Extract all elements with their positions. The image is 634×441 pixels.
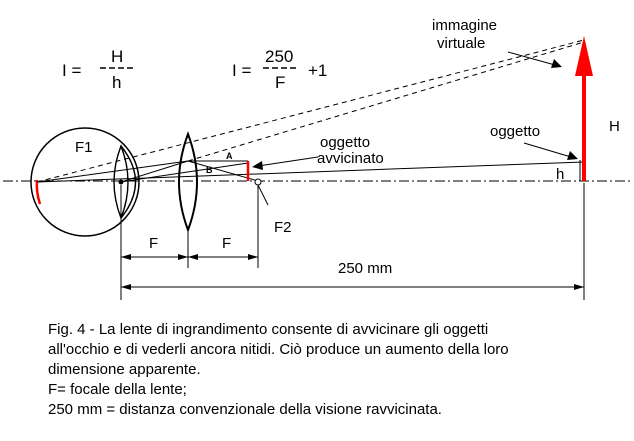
dim-arrow	[121, 284, 131, 290]
magnifier-lens	[179, 134, 197, 230]
ray-to-object-far	[37, 162, 584, 182]
near-object-pointer	[258, 157, 318, 166]
label-distance-250mm: 250 mm	[338, 260, 393, 277]
focus-F2-leader	[258, 185, 268, 205]
formula-left	[62, 47, 133, 92]
caption-line: dimensione apparente.	[48, 361, 201, 378]
focus-F2-point	[255, 179, 261, 185]
formula-right	[232, 47, 327, 92]
label-F-right: F	[222, 235, 232, 252]
label-object: oggetto	[490, 123, 541, 140]
label-angle-A: A	[226, 151, 233, 161]
formula-right-denominator: F	[275, 73, 286, 92]
label-F2: F2	[274, 219, 292, 236]
label-virtual-image-line2: virtuale	[437, 35, 486, 52]
formula-right-lhs: I =	[232, 61, 252, 80]
caption-line: all'occhio e di vederli ancora nitidi. Ciò produce un aumento della loro	[48, 341, 509, 358]
dim-arrow	[574, 284, 584, 290]
object-pointer	[524, 143, 571, 157]
dim-arrow	[188, 254, 198, 260]
label-angle-B: B	[206, 165, 213, 175]
label-F1: F1	[75, 139, 93, 156]
formula-right-numerator: 250	[265, 47, 294, 66]
label-virtual-image-line1: immagine	[432, 17, 498, 34]
formula-right-plus: +1	[308, 61, 328, 80]
virtual-image-pointer	[508, 52, 555, 65]
caption-line: 250 mm = distanza convenzionale della visione ravvicinata.	[48, 401, 442, 418]
label-near-object-line2: avvicinato	[317, 150, 384, 167]
dim-arrow	[178, 254, 188, 260]
near-object-pointer-arrowhead	[252, 161, 263, 170]
dim-arrow	[121, 254, 131, 260]
dim-arrow	[248, 254, 258, 260]
virtual-image-pointer-arrowhead	[551, 59, 562, 68]
label-h: h	[556, 166, 565, 183]
label-F-left: F	[149, 235, 159, 252]
label-near-object-line1: oggetto	[320, 134, 371, 151]
formula-left-lhs: I =	[62, 61, 82, 80]
caption-line: F= focale della lente;	[48, 381, 187, 398]
figure-caption	[48, 320, 628, 420]
formula-left-numerator: H	[111, 47, 124, 66]
label-H: H	[609, 118, 620, 135]
caption-line: Fig. 4 - La lente di ingrandimento consente di avvicinare gli oggetti	[48, 321, 489, 338]
retina-image-mark	[37, 180, 40, 204]
formula-left-denominator: h	[112, 73, 122, 92]
object-pointer-arrowhead	[567, 151, 578, 160]
